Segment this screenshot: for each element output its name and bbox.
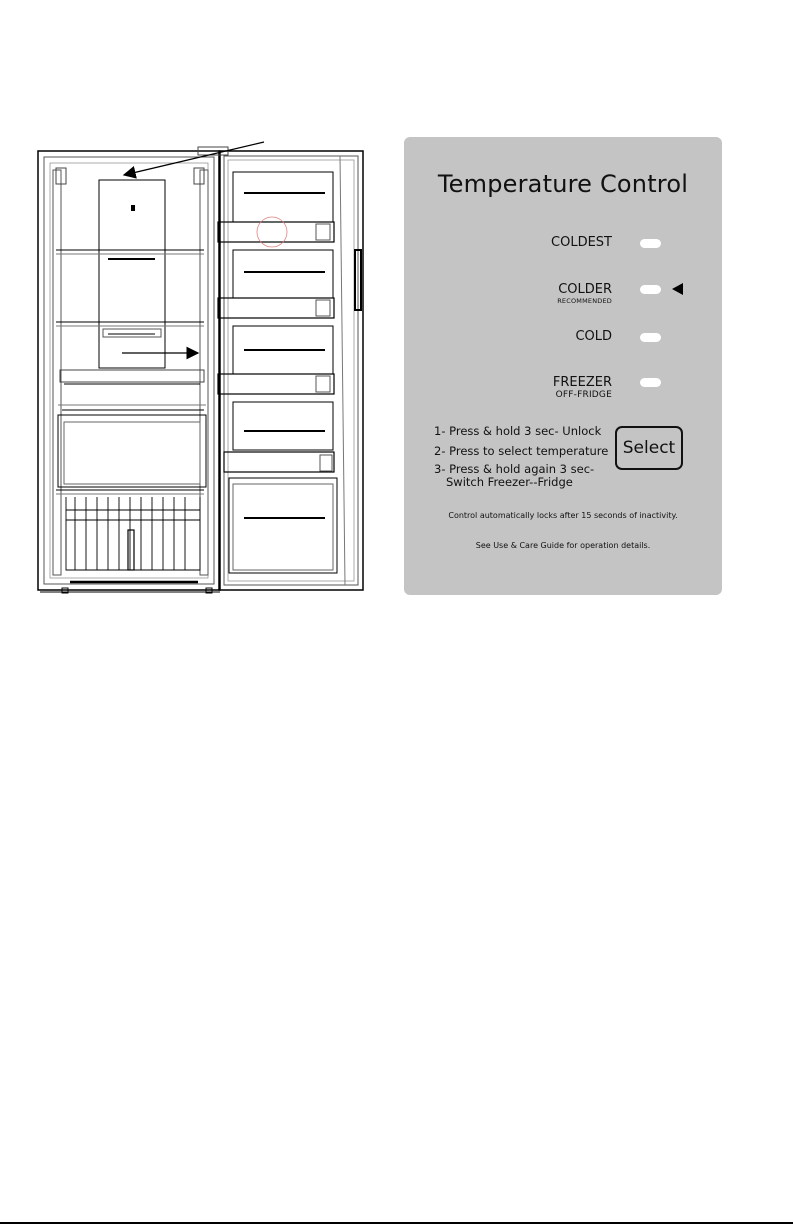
- setting-cold-label: COLD: [575, 329, 612, 344]
- led-coldest: [640, 239, 661, 248]
- setting-colder-sublabel: RECOMMENDED: [557, 297, 612, 305]
- fridge-cabinet: [38, 151, 220, 593]
- setting-freezer-label: FREEZER: [552, 375, 612, 390]
- air-duct: [99, 180, 165, 368]
- instruction-step-1: 1- Press & hold 3 sec- Unlock: [434, 424, 602, 438]
- upright-fridge-illustration: [0, 0, 400, 610]
- instruction-step-2: 2- Press to select temperature: [434, 444, 609, 458]
- setting-coldest: [551, 235, 612, 250]
- guide-note: See Use & Care Guide for operation details.: [475, 541, 651, 550]
- panel-title: Temperature Control: [437, 170, 689, 198]
- select-button[interactable]: Select: [615, 426, 683, 470]
- led-freezer: [640, 378, 661, 387]
- bottom-basket: [66, 497, 200, 570]
- instruction-step-3-continued: Switch Freezer--Fridge: [446, 475, 573, 489]
- open-door: [198, 147, 363, 590]
- setting-colder: [557, 282, 612, 305]
- temperature-control-panel: [404, 137, 722, 595]
- setting-freezer: [553, 375, 612, 401]
- shelves: [56, 250, 206, 494]
- door-bins: [218, 172, 337, 573]
- led-cold: [640, 333, 661, 342]
- instruction-step-3: 3- Press & hold again 3 sec-: [434, 462, 595, 476]
- setting-freezer-sublabel: OFF-FRIDGE: [555, 390, 612, 400]
- setting-colder-label: COLDER: [558, 282, 612, 297]
- auto-lock-note: Control automatically locks after 15 seconds of inactivity.: [448, 511, 678, 520]
- setting-cold: [575, 329, 612, 344]
- setting-coldest-label: COLDEST: [551, 235, 612, 250]
- selected-indicator-arrow: [672, 283, 683, 295]
- page-bottom-rule: [0, 1222, 793, 1224]
- callout-arrows: [122, 142, 264, 353]
- led-colder: [640, 285, 661, 294]
